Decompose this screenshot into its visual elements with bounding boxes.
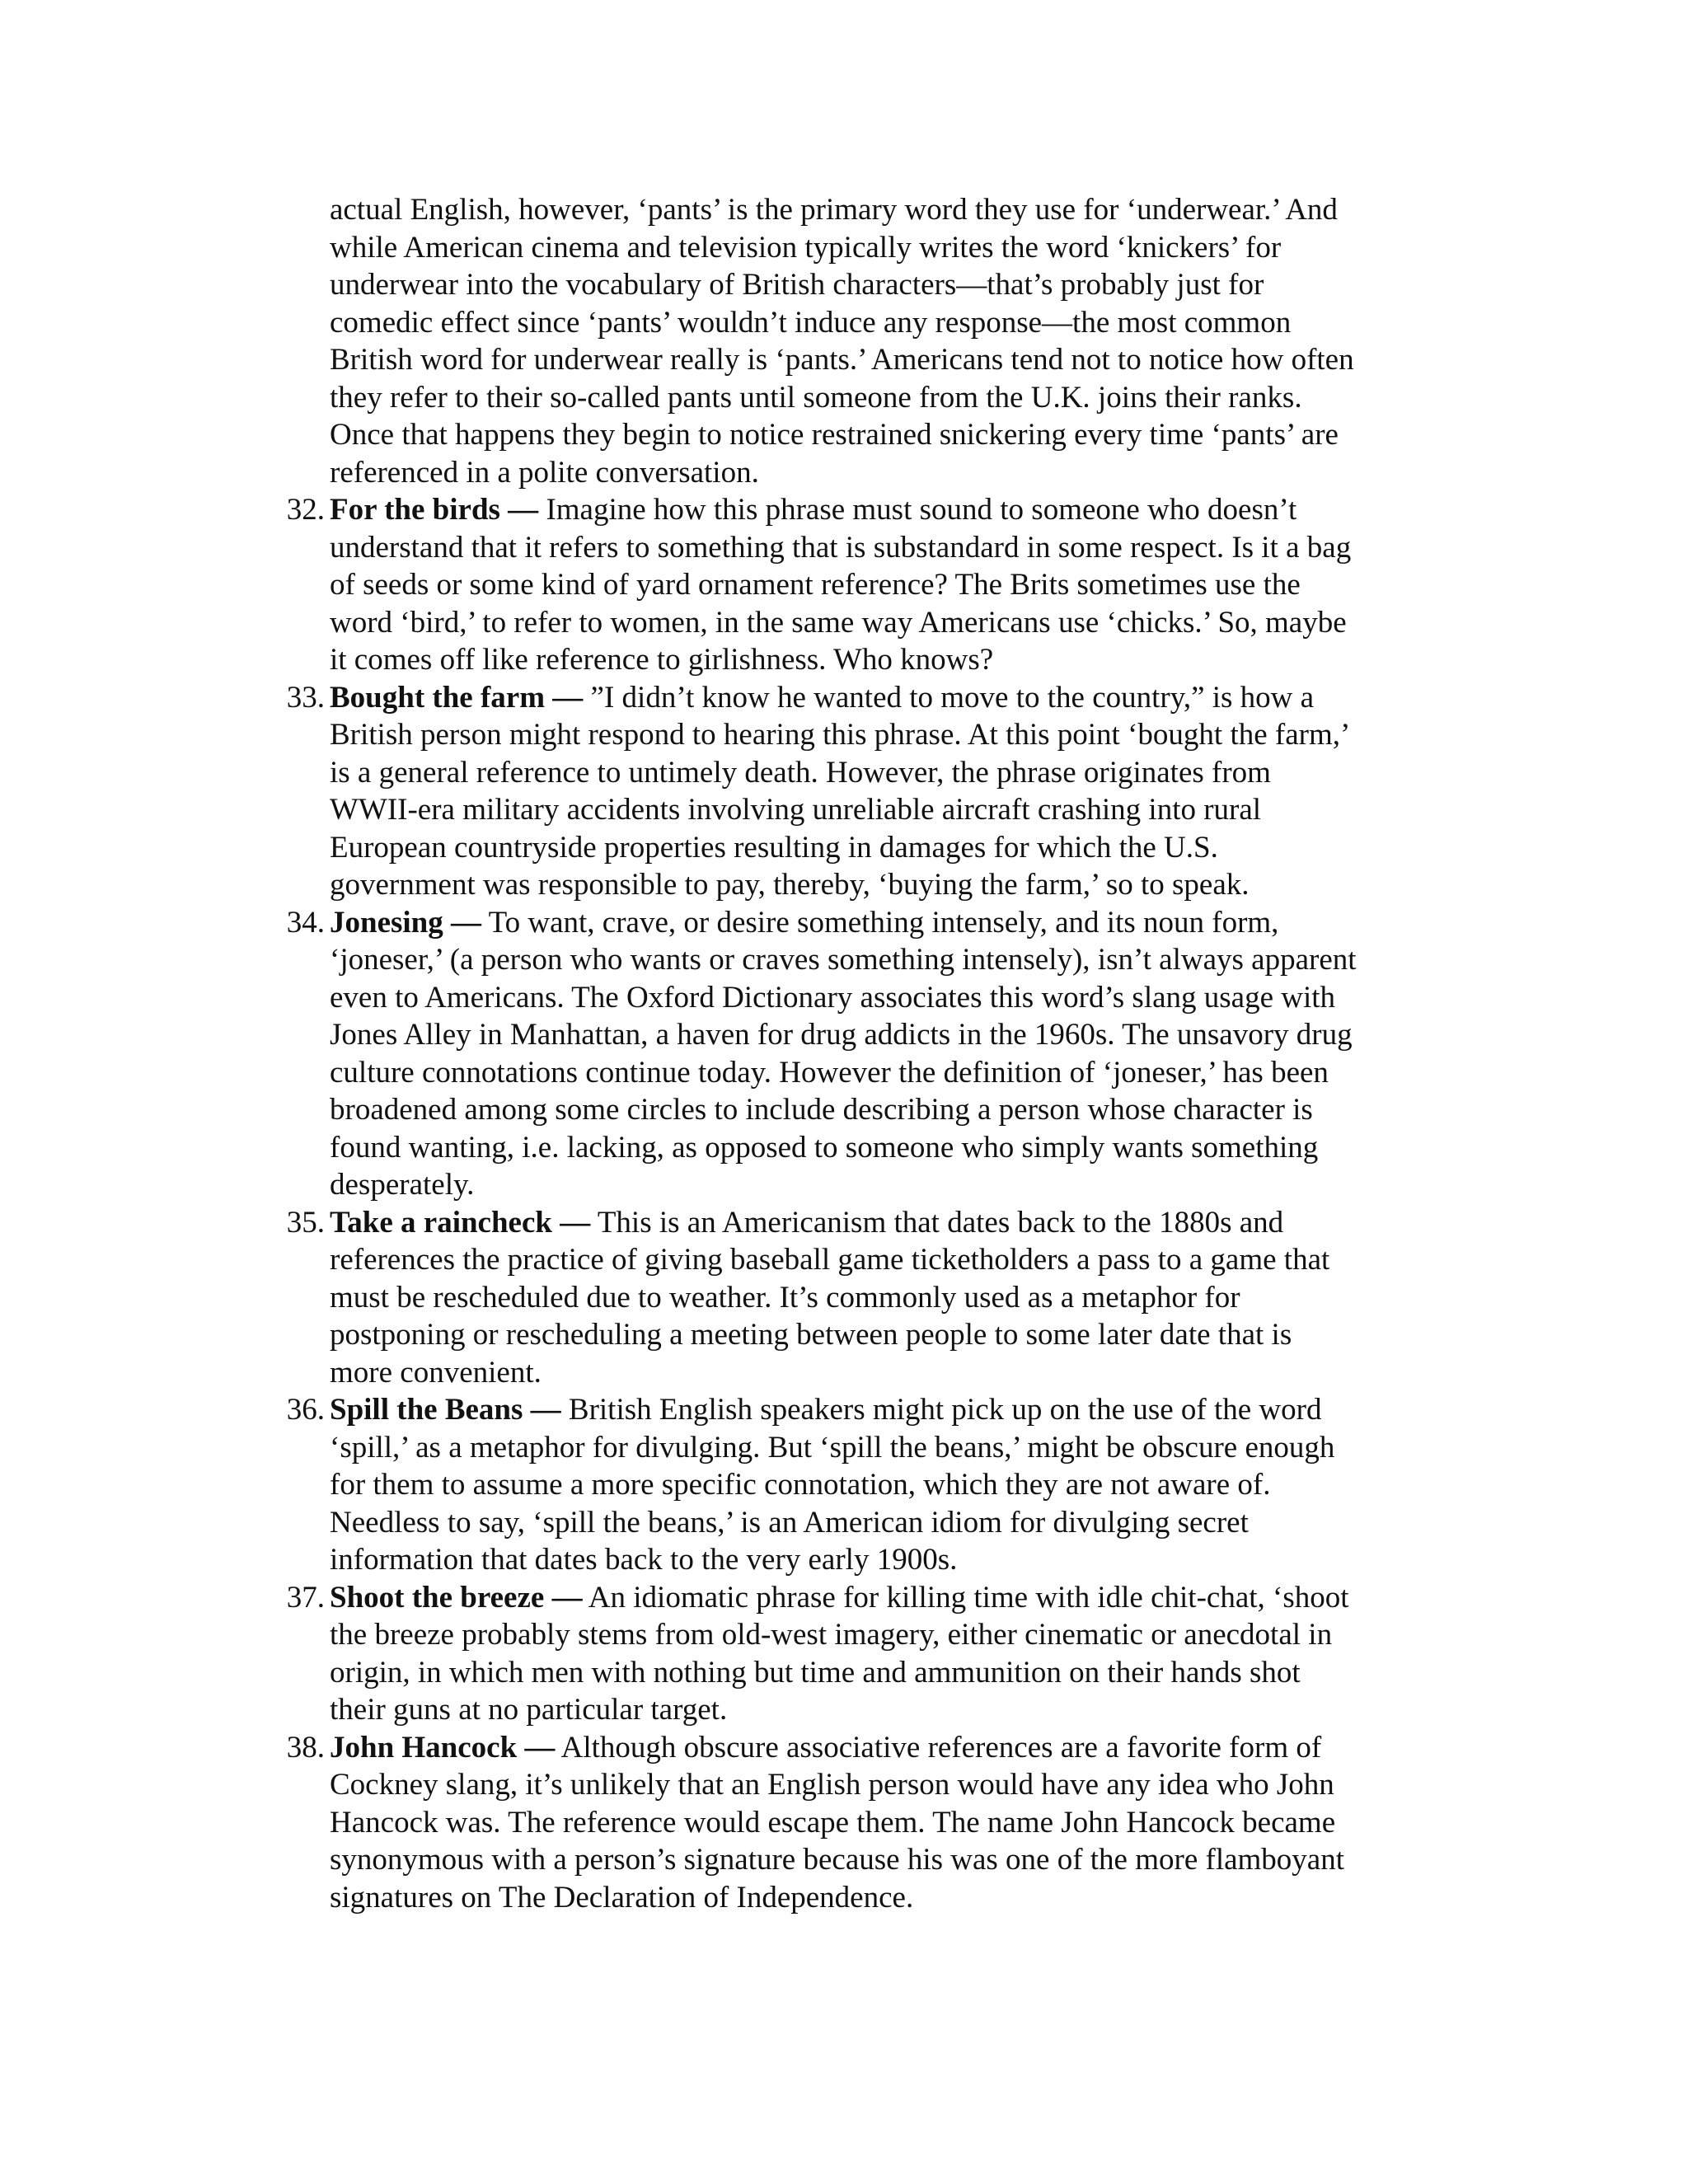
text-line (330, 904, 1467, 942)
item-number: 34. (286, 905, 325, 940)
text-line: culture connotations continue today. However the definition of ‘joneser,’ has been (330, 1055, 1329, 1090)
text-line: European countryside properties resulting in damages for which the U.S. (330, 830, 1218, 865)
item-term: Spill the Beans — (330, 1393, 561, 1427)
text-line: Jones Alley in Manhattan, a haven for drug addicts in the 1960s. The unsavory drug (330, 1018, 1353, 1052)
text-line: broadened among some circles to include describing a person whose character is (330, 1093, 1313, 1127)
intro-paragraph (330, 191, 1467, 491)
item-term: Bought the farm — (330, 680, 584, 715)
text-line (330, 1391, 1467, 1429)
text-line (330, 679, 1467, 717)
text-line: references the practice of giving baseball game ticketholders a pass to a game that (330, 1243, 1330, 1277)
text-line: signatures on The Declaration of Independence. (330, 1880, 914, 1915)
text-line: Once that happens they begin to notice restrained snickering every time ‘pants’ are (330, 418, 1339, 452)
item-number: 36. (286, 1393, 325, 1427)
text-line: origin, in which men with nothing but time and ammunition on their hands shot (330, 1655, 1301, 1690)
text-line: desperately. (330, 1168, 475, 1202)
text-line (330, 1579, 1467, 1617)
item-number: 35. (286, 1205, 325, 1240)
list-item (286, 679, 1467, 904)
item-text: British English speakers might pick up on the use of the word (560, 1393, 1322, 1427)
item-term: Shoot the breeze — (330, 1580, 583, 1615)
text-line: while American cinema and television typically writes the word ‘knickers’ for (330, 230, 1282, 265)
text-line: ‘spill,’ as a metaphor for divulging. But ‘spill the beans,’ might be obscure enough (330, 1430, 1335, 1465)
item-number: 32. (286, 493, 325, 527)
text-line: comedic effect since ‘pants’ wouldn’t induce any response—the most common (330, 305, 1292, 340)
item-number: 33. (286, 680, 325, 715)
item-text: Although obscure associative references are a favorite form of (555, 1730, 1322, 1765)
list-item (286, 491, 1467, 679)
text-line: Cockney slang, it’s unlikely that an English person would have any idea who John (330, 1768, 1334, 1802)
text-line: word ‘bird,’ to refer to women, in the same way Americans use ‘chicks.’ So, maybe (330, 605, 1347, 640)
text-line: synonymous with a person’s signature because his was one of the more flamboyant (330, 1843, 1345, 1877)
text-line (330, 491, 1467, 529)
text-line: for them to assume a more specific connotation, which they are not aware of. (330, 1468, 1271, 1502)
text-line: postponing or rescheduling a meeting between people to some later date that is (330, 1318, 1292, 1352)
text-line: British word for underwear really is ‘pants.’ Americans tend not to notice how often (330, 343, 1354, 377)
item-text: This is an Americanism that dates back to the 1880s and (590, 1205, 1284, 1240)
text-line: referenced in a polite conversation. (330, 455, 759, 490)
text-line: more convenient. (330, 1355, 542, 1390)
text-line (330, 1204, 1467, 1242)
text-line (330, 1729, 1467, 1767)
text-line: they refer to their so-called pants until someone from the U.K. joins their ranks. (330, 380, 1302, 415)
document-body (286, 191, 1467, 1916)
text-line: is a general reference to untimely death. However, the phrase originates from (330, 755, 1271, 790)
list-item (286, 1204, 1467, 1392)
text-line: their guns at no particular target. (330, 1693, 728, 1727)
text-line: even to Americans. The Oxford Dictionary associates this word’s slang usage with (330, 980, 1336, 1015)
list-item (286, 1729, 1467, 1917)
item-term: For the birds — (330, 493, 539, 527)
item-text: ”I didn’t know he wanted to move to the country,” is how a (583, 680, 1315, 715)
text-line: found wanting, i.e. lacking, as opposed to someone who simply wants something (330, 1130, 1319, 1165)
item-text: To want, crave, or desire something intensely, and its noun form, (481, 905, 1279, 940)
list-item (286, 1391, 1467, 1579)
item-term: Take a raincheck — (330, 1205, 591, 1240)
text-line: underwear into the vocabulary of British characters—that’s probably just for (330, 268, 1264, 302)
item-number: 37. (286, 1580, 325, 1615)
item-term: John Hancock — (330, 1730, 556, 1765)
list-item (286, 904, 1467, 1204)
text-line: actual English, however, ‘pants’ is the primary word they use for ‘underwear.’ And (330, 193, 1338, 227)
text-line: WWII-era military accidents involving unreliable aircraft crashing into rural (330, 793, 1262, 827)
text-line: understand that it refers to something that is substandard in some respect. Is it a bag (330, 530, 1352, 565)
list-item (286, 1579, 1467, 1729)
item-text: An idiomatic phrase for killing time with idle chit-chat, ‘shoot (582, 1580, 1349, 1615)
text-line: of seeds or some kind of yard ornament reference? The Brits sometimes use the (330, 568, 1301, 602)
text-line: British person might respond to hearing this phrase. At this point ‘bought the farm,’ (330, 718, 1351, 752)
item-term: Jonesing — (330, 905, 482, 940)
text-line: government was responsible to pay, thereby, ‘buying the farm,’ so to speak. (330, 868, 1250, 902)
text-line: must be rescheduled due to weather. It’s commonly used as a metaphor for (330, 1280, 1240, 1315)
text-line: information that dates back to the very early 1900s. (330, 1543, 958, 1577)
text-line: it comes off like reference to girlishness. Who knows? (330, 643, 994, 677)
item-text: Imagine how this phrase must sound to someone who doesn’t (538, 493, 1297, 527)
item-number: 38. (286, 1730, 325, 1765)
text-line: Hancock was. The reference would escape them. The name John Hancock became (330, 1805, 1336, 1840)
text-line: the breeze probably stems from old-west imagery, either cinematic or anecdotal in (330, 1618, 1333, 1652)
text-line: ‘joneser,’ (a person who wants or craves something intensely), isn’t always apparent (330, 943, 1357, 977)
text-line: Needless to say, ‘spill the beans,’ is an American idiom for divulging secret (330, 1505, 1249, 1540)
